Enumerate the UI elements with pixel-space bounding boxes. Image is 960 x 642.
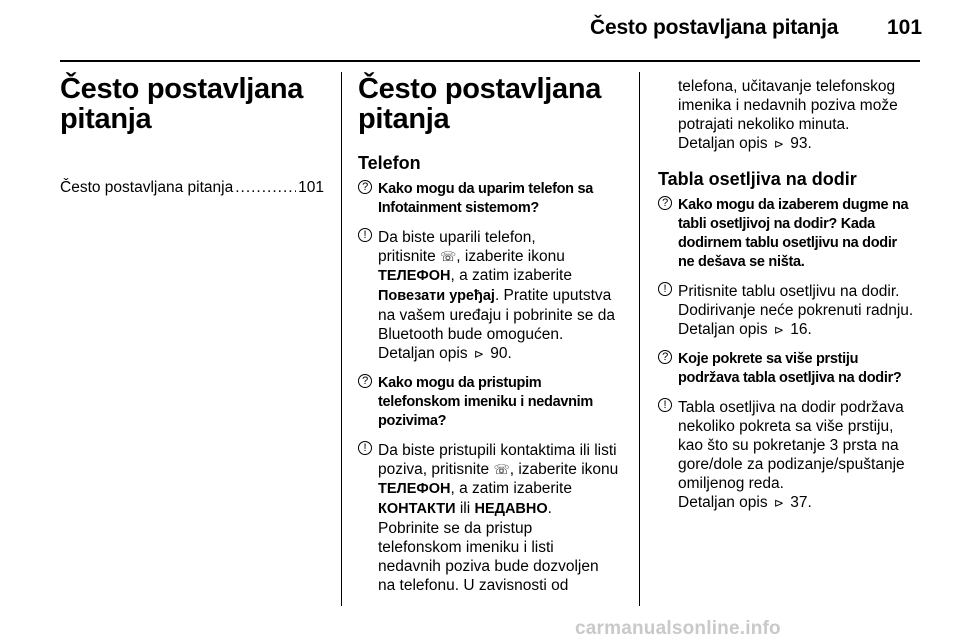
question-line: tabli osetljivoj na dodir? Kada xyxy=(678,216,875,232)
exclamation-circle-icon: ! xyxy=(658,282,672,296)
reference-label: Detaljan opis xyxy=(678,494,768,511)
question-circle-icon: ? xyxy=(658,350,672,364)
answer-line xyxy=(378,286,628,306)
reference-page: 16. xyxy=(790,321,812,338)
answer-line xyxy=(378,266,628,286)
question-line: Kako mogu da uparim telefon sa xyxy=(378,181,593,197)
question-circle-icon: ? xyxy=(358,180,372,194)
answer-line: nekoliko pokreta sa više prstiju, xyxy=(678,418,894,435)
toc-entry[interactable] xyxy=(60,179,324,197)
answer-line xyxy=(378,499,628,519)
column-divider xyxy=(341,72,342,606)
question-line: ne dešava se ništa. xyxy=(678,254,805,270)
section-title-line: pitanja xyxy=(358,103,450,135)
question-circle-icon: ? xyxy=(658,196,672,210)
exclamation-circle-icon: ! xyxy=(658,398,672,412)
answer-line: kao što su pokretanje 3 prsta na xyxy=(678,437,899,454)
text-run: . Pratite uputstva xyxy=(494,287,612,304)
answer-line: Tabla osetljiva na dodir podržava xyxy=(678,399,904,416)
subsection-heading: Telefon xyxy=(358,153,421,173)
answer-block xyxy=(658,282,928,340)
detail-reference[interactable] xyxy=(678,134,928,154)
text-run: , izaberite ikonu xyxy=(509,461,619,478)
column-telefon xyxy=(358,74,628,595)
arrow-ref-icon: ⊳ xyxy=(773,496,784,510)
ui-label: ТЕЛЕФОН xyxy=(378,481,451,497)
answer-line xyxy=(378,247,628,266)
question-line: Kako mogu da pristupim xyxy=(378,375,542,391)
reference-page: 90. xyxy=(490,345,512,362)
exclamation-circle-icon: ! xyxy=(358,228,372,242)
question-block xyxy=(658,196,928,272)
reference-label: Detaljan opis xyxy=(678,321,768,338)
reference-label: Detaljan opis xyxy=(378,345,468,362)
question-line: Infotainment sistemom? xyxy=(378,200,539,216)
answer-line: Bluetooth bude omogućen. xyxy=(378,326,564,343)
text-run: pritisnite xyxy=(378,248,441,265)
ui-label: Повезати уређај xyxy=(378,288,495,304)
reference-page: 93. xyxy=(790,135,812,152)
toc-title-line: pitanja xyxy=(60,103,152,135)
text-run: , a zatim izaberite xyxy=(450,480,572,497)
answer-block xyxy=(358,441,628,595)
answer-line: imenika i nedavnih poziva može xyxy=(678,97,898,114)
reference-label: Detaljan opis xyxy=(678,135,768,152)
section-title xyxy=(358,74,628,134)
answer-line: Pobrinite se da pristup xyxy=(378,520,533,537)
subsection-heading: Tabla osetljiva na dodir xyxy=(658,169,857,189)
text-run: . xyxy=(547,500,552,517)
question-block xyxy=(358,374,628,431)
toc-entry-page: 101 xyxy=(298,179,324,196)
text-run: poziva, pritisnite xyxy=(378,461,494,478)
column-divider xyxy=(639,72,640,606)
exclamation-circle-icon: ! xyxy=(358,441,372,455)
detail-reference[interactable] xyxy=(678,320,928,340)
reference-page: 37. xyxy=(790,494,812,511)
detail-reference[interactable] xyxy=(678,493,928,513)
arrow-ref-icon: ⊳ xyxy=(473,347,484,361)
question-line: Koje pokrete sa više prstiju xyxy=(678,351,859,367)
continued-answer xyxy=(658,77,928,154)
arrow-ref-icon: ⊳ xyxy=(773,137,784,151)
text-run: , a zatim izaberite xyxy=(450,267,572,284)
answer-line: gore/dole za podizanje/spuštanje xyxy=(678,456,905,473)
question-block xyxy=(358,180,628,218)
answer-line: na telefonu. U zavisnosti od xyxy=(378,577,569,594)
page-number: 101 xyxy=(887,16,923,39)
answer-line: Pritisnite tablu osetljivu na dodir. xyxy=(678,283,900,300)
phone-icon: ☏ xyxy=(440,249,457,264)
arrow-ref-icon: ⊳ xyxy=(773,323,784,337)
answer-line xyxy=(378,479,628,499)
question-line: telefonskom imeniku i nedavnim xyxy=(378,394,593,410)
phone-icon: ☏ xyxy=(493,462,510,477)
section-title-line: Često postavljana xyxy=(358,73,602,105)
watermark: carmanualsonline.info xyxy=(575,618,781,639)
toc-title xyxy=(60,74,303,134)
question-line: Kako mogu da izaberem dugme na xyxy=(678,197,909,213)
detail-reference[interactable] xyxy=(378,344,628,364)
header-rule xyxy=(60,60,920,62)
question-circle-icon: ? xyxy=(358,374,372,388)
answer-line: Da biste uparili telefon, xyxy=(378,229,536,246)
answer-line: potrajati nekoliko minuta. xyxy=(678,116,850,133)
toc-entry-label: Često postavljana pitanja xyxy=(60,179,234,196)
answer-line: na vašem uređaju i pobrinite se da xyxy=(378,307,615,324)
answer-line: omiljenog reda. xyxy=(678,475,784,492)
column-touchpad xyxy=(658,77,928,513)
toc-leader-dots xyxy=(235,179,296,197)
answer-line: nedavnih poziva bude dozvoljen xyxy=(378,558,599,575)
ui-label: НЕДАВНО xyxy=(474,501,548,517)
answer-block xyxy=(358,228,628,364)
ui-label: КОНТАКТИ xyxy=(378,501,456,517)
running-header-title: Često postavljana pitanja xyxy=(590,16,839,39)
answer-block xyxy=(658,398,928,513)
answer-line: telefona, učitavanje telefonskog xyxy=(678,78,896,95)
answer-line: telefonskom imeniku i listi xyxy=(378,539,554,556)
question-line: dodirnem tablu osetljivu na dodir xyxy=(678,235,897,251)
answer-line: Da biste pristupili kontaktima ili listi xyxy=(378,442,617,459)
text-run: ili xyxy=(455,500,475,517)
question-line: podržava tabla osetljiva na dodir? xyxy=(678,370,902,386)
question-block xyxy=(658,350,928,388)
answer-line xyxy=(378,460,628,479)
toc-title-line: Često postavljana xyxy=(60,73,304,105)
answer-line: Dodirivanje neće pokrenuti radnju. xyxy=(678,302,914,319)
question-line: pozivima? xyxy=(378,413,447,429)
ui-label: ТЕЛЕФОН xyxy=(378,268,451,284)
text-run: , izaberite ikonu xyxy=(456,248,565,265)
